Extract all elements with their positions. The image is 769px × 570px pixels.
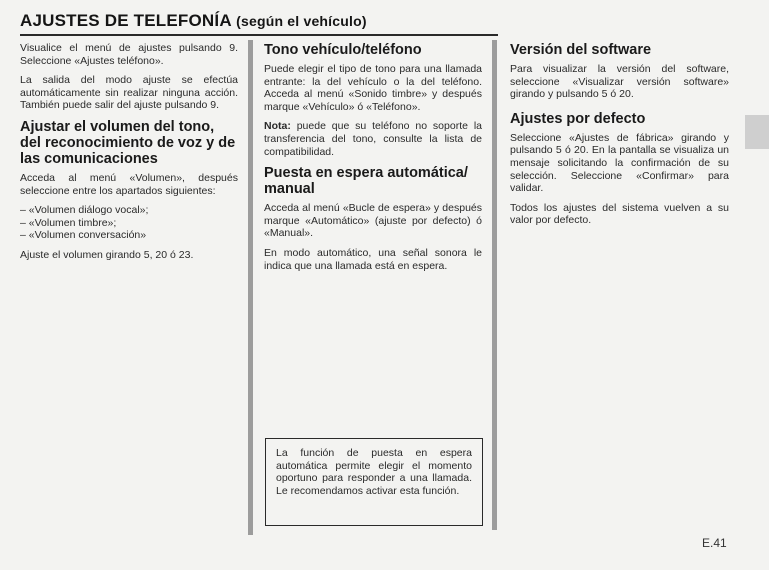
title-rule bbox=[20, 34, 498, 36]
note-label: Nota: bbox=[264, 120, 291, 133]
info-box: La función de puesta en espera automática permite elegir el momento oportuno para responder a una llamada. Le recomendamos activar esta función. bbox=[265, 438, 483, 526]
auto-mode-paragraph: En modo automático, una señal sonora le indica que una llamada está en espera. bbox=[264, 246, 482, 272]
list-item: – «Volumen timbre»; bbox=[20, 216, 117, 229]
section-tab-marker bbox=[745, 115, 769, 149]
ringtone-heading: Tono vehículo/teléfono bbox=[264, 42, 422, 58]
software-version-paragraph: Para visualizar la versión del software, seleccione «Visualizar versión software» girando y pulsando 5 ó 20. bbox=[510, 63, 729, 101]
column-middle bbox=[264, 42, 482, 279]
page-title bbox=[20, 11, 367, 31]
list-item: – «Volumen diálogo vocal»; bbox=[20, 204, 149, 217]
list-item: – «Volumen conversación» bbox=[20, 229, 147, 242]
call-waiting-heading: Puesta en espera automática/ manual bbox=[264, 165, 468, 198]
column-right bbox=[510, 42, 729, 234]
column-divider-bar bbox=[492, 40, 497, 530]
ringtone-paragraph: Puede elegir el tipo de tono para una llamada entrante: la del vehículo o la del teléfono. Acceda al menú «Sonido timbre» y después marque «Vehículo» ó «Teléfono». bbox=[264, 63, 482, 113]
volume-heading: Ajustar el volumen del tono, del reconocimiento de voz y de las comunicaciones bbox=[20, 118, 236, 167]
reset-result-paragraph: Todos los ajustes del sistema vuelven a su valor por defecto. bbox=[510, 201, 729, 227]
volume-paragraph: Acceda al menú «Volumen», después seleccione entre los apartados siguientes: bbox=[20, 171, 238, 197]
volume-adjust-paragraph: Ajuste el volumen girando 5, 20 ó 23. bbox=[20, 248, 194, 261]
volume-list bbox=[20, 204, 238, 242]
note-text: puede que su teléfono no soporte la transferencia del tono, consulte la lista de compatibilidad. bbox=[264, 120, 482, 158]
software-version-heading: Versión del software bbox=[510, 42, 652, 58]
intro-paragraph: Visualice el menú de ajustes pulsando 9. Seleccione «Ajustes teléfono». bbox=[20, 42, 238, 67]
factory-reset-paragraph: Seleccione «Ajustes de fábrica» girando y pulsando 5 ó 20. En la pantalla se visualiza un mensaje solicitando la confirmación de su selección. Seleccione «Confirmar» para validar. bbox=[510, 131, 729, 195]
column-left bbox=[20, 42, 238, 269]
exit-paragraph: La salida del modo ajuste se efectúa automáticamente sin realizar ninguna acción. También puede salir del ajuste pulsando 9. bbox=[20, 74, 238, 112]
column-divider-bar bbox=[248, 40, 253, 535]
title-subtitle: (según el vehículo) bbox=[236, 13, 367, 29]
title-main: AJUSTES DE TELEFONÍA bbox=[20, 11, 232, 30]
note-paragraph bbox=[264, 120, 482, 158]
call-waiting-paragraph: Acceda al menú «Bucle de espera» y después marque «Automático» (ajuste por defecto) ó «Manual». bbox=[264, 202, 482, 240]
page-number: E.41 bbox=[702, 536, 727, 550]
default-settings-heading: Ajustes por defecto bbox=[510, 110, 646, 127]
